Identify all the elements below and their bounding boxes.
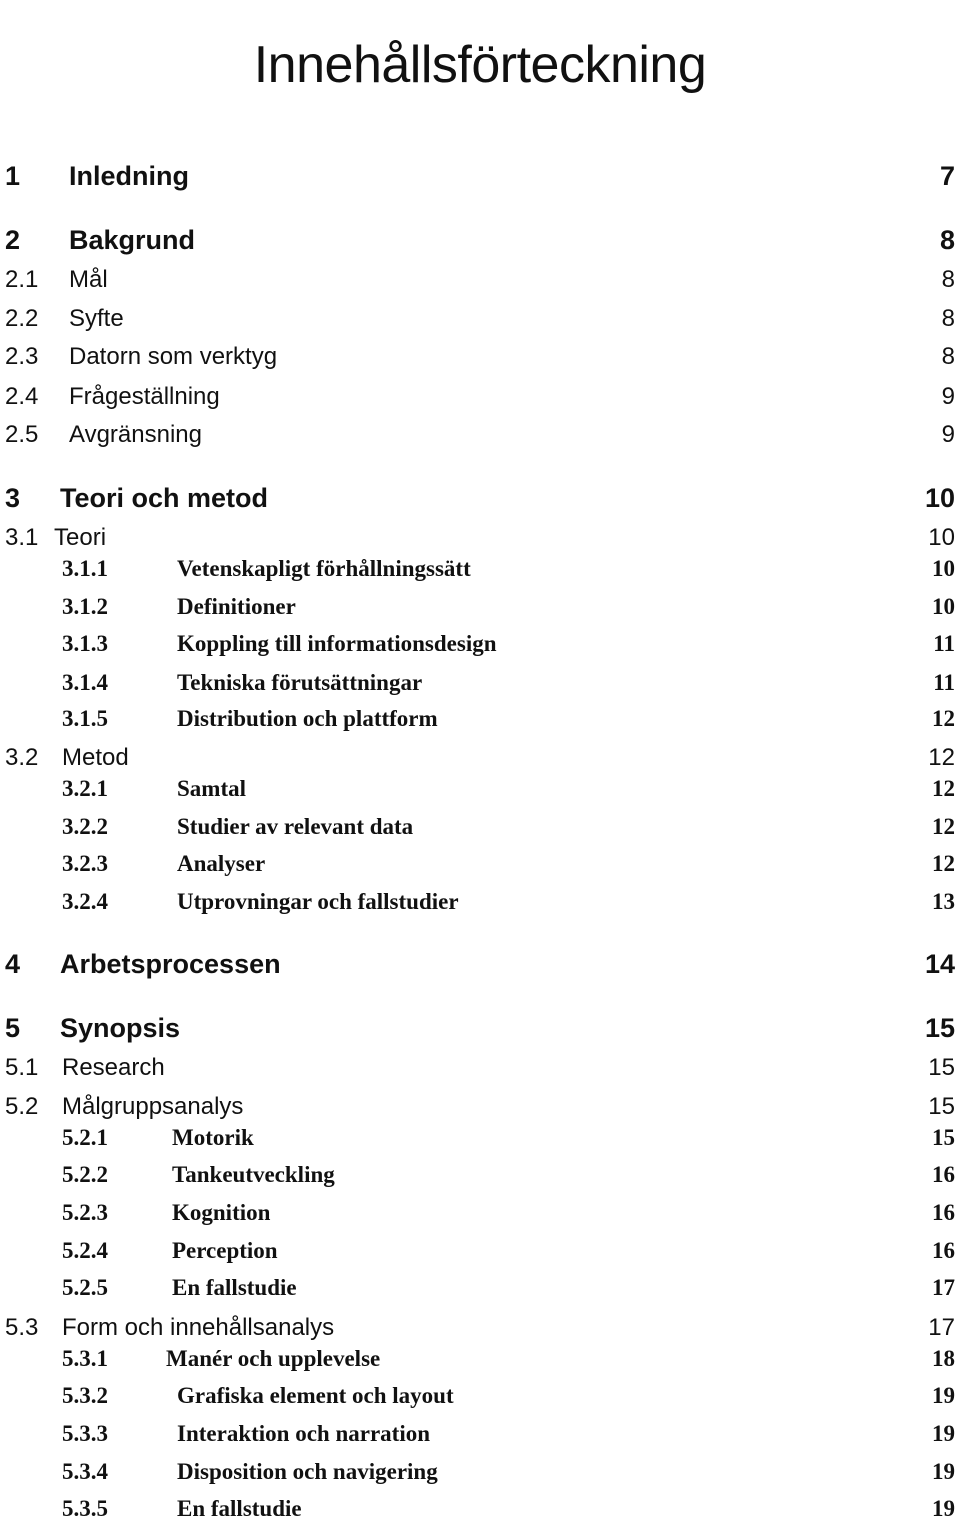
toc-entry xyxy=(0,342,955,372)
toc-entry-number: 5.1 xyxy=(5,1054,39,1081)
toc-entry-number: 3.2.1 xyxy=(62,776,108,801)
toc-entry-page: 19 xyxy=(932,1496,955,1521)
toc-entry xyxy=(0,704,955,734)
toc-entry-page: 15 xyxy=(924,1013,955,1043)
toc-entry-title: Interaktion och narration xyxy=(177,1421,430,1446)
toc-entry-number: 5.2.5 xyxy=(62,1275,108,1300)
toc-entry-number: 2.2 xyxy=(5,305,39,332)
toc-entry xyxy=(0,849,955,879)
toc-entry-title: Koppling till informationsdesign xyxy=(177,631,497,656)
toc-entry-page: 16 xyxy=(932,1200,955,1225)
toc-entry-title: Form och innehållsanalys xyxy=(62,1314,335,1341)
toc-entry-number: 5.2.4 xyxy=(62,1238,108,1263)
toc-entry xyxy=(0,1494,955,1524)
toc-entry xyxy=(0,483,955,513)
toc-entry-title: Manér och upplevelse xyxy=(166,1346,381,1371)
toc-entry-number: 5.2.3 xyxy=(62,1200,108,1225)
toc-entry xyxy=(0,1198,955,1228)
toc-entry-page: 19 xyxy=(932,1383,955,1408)
toc-entry-page: 15 xyxy=(932,1125,955,1150)
toc-entry-number: 5.3.2 xyxy=(62,1383,108,1408)
toc-entry-page: 12 xyxy=(932,706,955,731)
toc-entry xyxy=(0,1160,955,1190)
toc-entry-title: Motorik xyxy=(172,1125,254,1150)
toc-entry-title: En fallstudie xyxy=(172,1275,297,1300)
toc-entry-number: 5.2 xyxy=(5,1093,39,1120)
toc-entry-number: 2.3 xyxy=(5,343,39,370)
toc-entry-number: 1 xyxy=(5,161,21,191)
toc-entry xyxy=(0,554,955,584)
toc-entry-number: 3.1.5 xyxy=(62,706,108,731)
toc-entry-page: 12 xyxy=(932,814,955,839)
toc-entry-page: 16 xyxy=(932,1238,955,1263)
toc-entry-page: 11 xyxy=(933,631,955,656)
toc-entry-number: 3.2.2 xyxy=(62,814,108,839)
toc-entry xyxy=(0,382,955,412)
toc-entry xyxy=(0,1092,955,1122)
toc-entry-title: Målgruppsanalys xyxy=(62,1093,244,1120)
page-title: Innehållsförteckning xyxy=(253,35,707,94)
toc-entry-page: 10 xyxy=(924,483,955,513)
toc-entry xyxy=(0,592,955,622)
toc-entry-title: Bakgrund xyxy=(69,225,196,255)
toc-entry-page: 19 xyxy=(932,1421,955,1446)
toc-entry-number: 2.5 xyxy=(5,421,39,448)
toc-entry-page: 12 xyxy=(932,851,955,876)
toc-entry-title: Vetenskapligt förhållningssätt xyxy=(177,556,471,581)
toc-entry-page: 13 xyxy=(932,889,955,914)
toc-entry xyxy=(0,1381,955,1411)
toc-entry-page: 12 xyxy=(928,744,955,771)
toc-entry-title: Tankeutveckling xyxy=(172,1162,335,1187)
toc-entry xyxy=(0,1123,955,1153)
toc-entry-page: 9 xyxy=(941,383,955,410)
toc-entry-page: 9 xyxy=(941,421,955,448)
toc-entry xyxy=(0,774,955,804)
toc-entry-number: 3.1 xyxy=(5,524,39,551)
toc-entry-number: 5.2.1 xyxy=(62,1125,108,1150)
toc-entry-number: 3.2 xyxy=(5,744,39,771)
toc-entry-page: 19 xyxy=(932,1459,955,1484)
toc-entry xyxy=(0,949,955,979)
toc-entry-page: 8 xyxy=(941,305,955,332)
toc-entry-number: 5.2.2 xyxy=(62,1162,108,1187)
toc-entry-page: 10 xyxy=(928,524,955,551)
toc-entry-title: En fallstudie xyxy=(177,1496,302,1521)
toc-entry-title: Distribution och plattform xyxy=(177,706,438,731)
toc-entry xyxy=(0,887,955,917)
toc-entry-number: 5.3.3 xyxy=(62,1421,108,1446)
toc-entry xyxy=(0,668,955,698)
toc-entry-title: Kognition xyxy=(172,1200,271,1225)
toc-entry xyxy=(0,629,955,659)
toc-entry-number: 3.1.1 xyxy=(62,556,108,581)
toc-entry-page: 8 xyxy=(941,343,955,370)
toc-entry-number: 4 xyxy=(5,949,21,979)
toc-entry-title: Disposition och navigering xyxy=(177,1459,438,1484)
toc-entry-title: Mål xyxy=(69,266,108,293)
toc-entry-title: Tekniska förutsättningar xyxy=(177,670,423,695)
toc-entry xyxy=(0,1013,955,1043)
toc-entry-number: 5.3.5 xyxy=(62,1496,108,1521)
toc-entry-page: 11 xyxy=(933,670,955,695)
toc-entry-title: Syfte xyxy=(69,305,124,332)
toc-entry-title: Utprovningar och fallstudier xyxy=(177,889,459,914)
toc-entry xyxy=(0,1457,955,1487)
toc-entry-title: Datorn som verktyg xyxy=(69,343,278,370)
toc-entry-number: 5.3.1 xyxy=(62,1346,108,1371)
toc-entry xyxy=(0,1344,955,1374)
toc-entry xyxy=(0,1053,955,1083)
toc-entry-title: Studier av relevant data xyxy=(177,814,414,839)
toc-entry-number: 2 xyxy=(5,225,21,255)
toc-entry-number: 3.1.3 xyxy=(62,631,108,656)
toc-entry-page: 12 xyxy=(932,776,955,801)
toc-entry-page: 16 xyxy=(932,1162,955,1187)
toc-entry-number: 3.1.4 xyxy=(62,670,108,695)
toc-entry-title: Perception xyxy=(172,1238,278,1263)
toc-entry-page: 18 xyxy=(932,1346,955,1371)
toc-entry xyxy=(0,1313,955,1343)
toc-entry-title: Samtal xyxy=(177,776,246,801)
toc-entry-number: 3 xyxy=(5,483,21,513)
toc-entry-page: 10 xyxy=(932,556,955,581)
toc-entry xyxy=(0,743,955,773)
toc-entry-title: Metod xyxy=(62,744,129,771)
toc-entry-page: 17 xyxy=(928,1314,955,1341)
toc-entry xyxy=(0,523,955,553)
toc-entry xyxy=(0,812,955,842)
toc-entry xyxy=(0,420,955,450)
toc-entry-number: 2.1 xyxy=(5,266,39,293)
toc-entry-title: Definitioner xyxy=(177,594,296,619)
toc-entry-title: Analyser xyxy=(177,851,266,876)
toc-entry xyxy=(0,1419,955,1449)
toc-entry-number: 5 xyxy=(5,1013,21,1043)
toc-entry-title: Teori och metod xyxy=(60,483,269,513)
toc-entry-number: 3.1.2 xyxy=(62,594,108,619)
toc-entry xyxy=(0,225,955,255)
toc-entry-title: Synopsis xyxy=(60,1013,181,1043)
toc-entry xyxy=(0,1236,955,1266)
toc-entry-title: Frågeställning xyxy=(69,383,220,410)
toc-entry-title: Arbetsprocessen xyxy=(60,949,281,979)
toc-entry-title: Inledning xyxy=(69,161,189,191)
toc-entry-page: 8 xyxy=(939,225,955,255)
toc-entry-title: Research xyxy=(62,1054,165,1081)
toc-entry-number: 5.3.4 xyxy=(62,1459,108,1484)
toc-entry-page: 15 xyxy=(928,1054,955,1081)
toc-entry-number: 5.3 xyxy=(5,1314,39,1341)
toc-entry xyxy=(0,304,955,334)
toc-entry-number: 3.2.4 xyxy=(62,889,108,914)
toc-entry-title: Teori xyxy=(54,524,107,551)
toc-entry-page: 17 xyxy=(932,1275,955,1300)
toc-entry-title: Grafiska element och layout xyxy=(177,1383,454,1408)
toc-entry xyxy=(0,1273,955,1303)
toc-entry-number: 3.2.3 xyxy=(62,851,108,876)
toc-entry-page: 10 xyxy=(932,594,955,619)
toc-entry xyxy=(0,161,955,191)
toc-entry-number: 2.4 xyxy=(5,383,39,410)
toc-entry-title: Avgränsning xyxy=(69,421,202,448)
toc-entry-page: 14 xyxy=(924,949,955,979)
toc-entry-page: 8 xyxy=(941,266,955,293)
toc-entry xyxy=(0,265,955,295)
toc-entry-page: 7 xyxy=(939,161,955,191)
toc-entry-page: 15 xyxy=(928,1093,955,1120)
